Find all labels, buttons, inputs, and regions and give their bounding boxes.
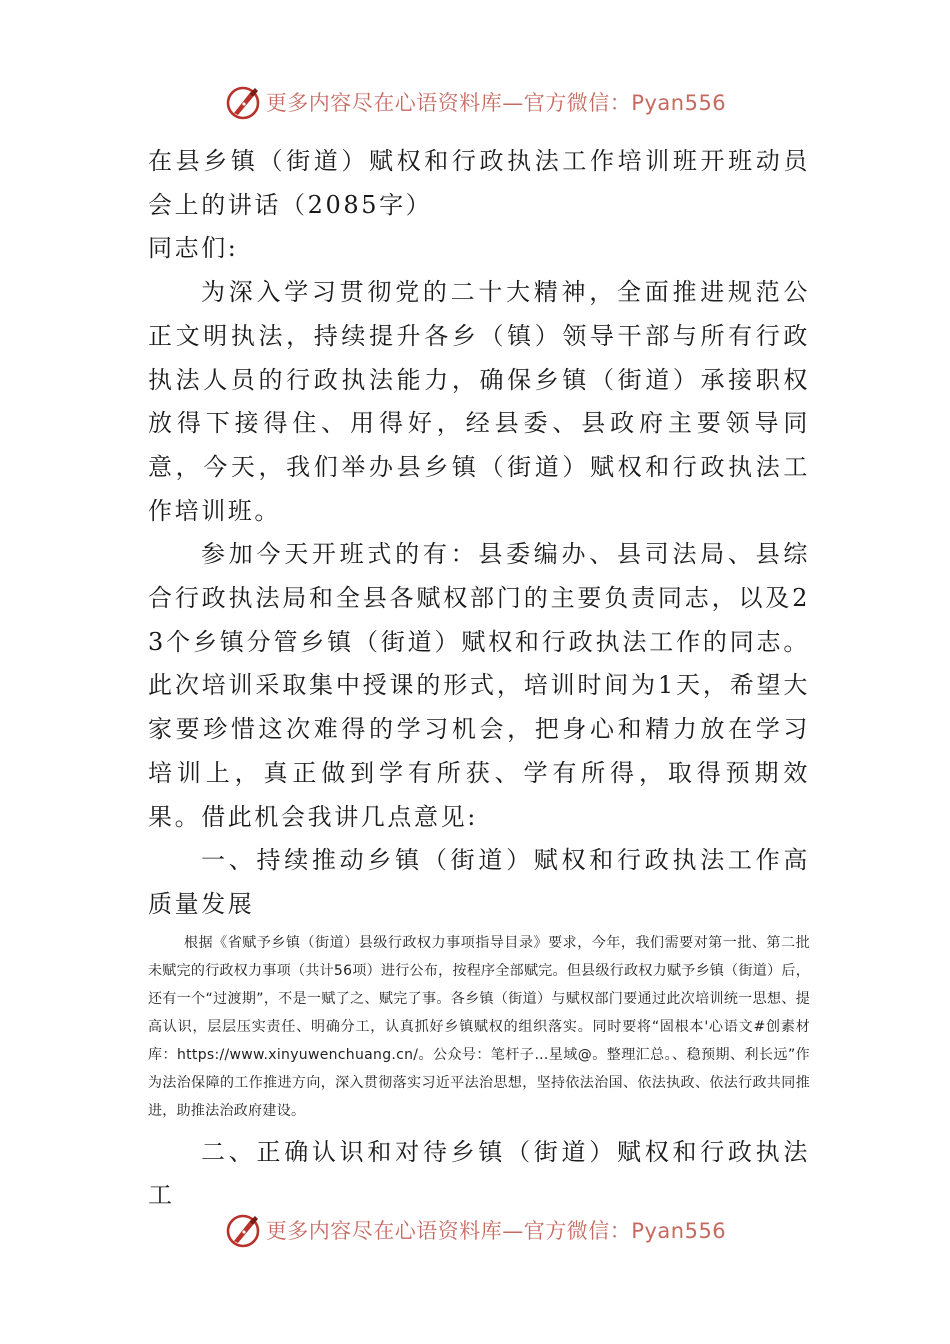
section-2-heading: 二、正确认识和对待乡镇（街道）赋权和行政执法工 [148, 1137, 810, 1210]
pen-nib-circle-icon [224, 1210, 264, 1250]
watermark-banner-bottom [0, 1206, 950, 1254]
document-title: 在县乡镇（街道）赋权和行政执法工作培训班开班动员会上的讲话（2085字） [148, 147, 810, 219]
section-1-body: 根据《省赋予乡镇（街道）县级行政权力事项指导目录》要求，今年，我们需要对第一批、第二批未赋完的行政权力事项（共计56项）进行公布，按程序全部赋完。但县级行政权力赋予乡镇（街道）后，还有一个“过渡期”，不是一赋了之、赋完了事。各乡镇（街道）与赋权部门要通过此次培训统一思想、提高认识，层层压实责任、明确分工，认真抓好乡镇赋权的组织落实。同时要将“固根本'心语文#创素材库：https://www.xinyuwenchuang.cn/。公众号：笔杆子…星域@。整理汇总。、稳预期、利长远”作为法治保障的工作推进方向，深入贯彻落实习近平法治思想，坚持依法治国、依法执政、依法行政共同推进，助推法治政府建设。 [148, 934, 810, 1119]
document-body [148, 140, 810, 1218]
pen-nib-circle-icon [224, 82, 264, 122]
watermark-text: 更多内容尽在心语资料库—官方微信：Pyan556 [265, 1219, 727, 1243]
watermark-banner-top [0, 78, 950, 126]
paragraph-1: 为深入学习贯彻党的二十大精神，全面推进规范公正文明执法，持续提升各乡（镇）领导干部与所有行政执法人员的行政执法能力，确保乡镇（街道）承接职权放得下接得住、用得好，经县委、县政府主要领导同意，今天，我们举办县乡镇（街道）赋权和行政执法工作培训班。 [148, 278, 810, 525]
watermark-text: 更多内容尽在心语资料库—官方微信：Pyan556 [265, 91, 727, 115]
section-1-heading: 一、持续推动乡镇（街道）赋权和行政执法工作高质量发展 [148, 846, 810, 918]
salutation: 同志们: [148, 234, 239, 263]
paragraph-2: 参加今天开班式的有：县委编办、县司法局、县综合行政执法局和全县各赋权部门的主要负责同志，以及23个乡镇分管乡镇（街道）赋权和行政执法工作的同志。此次培训采取集中授课的形式，培训时间为1天，希望大家要珍惜这次难得的学习机会，把身心和精力放在学习培训上，真正做到学有所获、学有所得，取得预期效果。借此机会我讲几点意见: [148, 540, 810, 831]
